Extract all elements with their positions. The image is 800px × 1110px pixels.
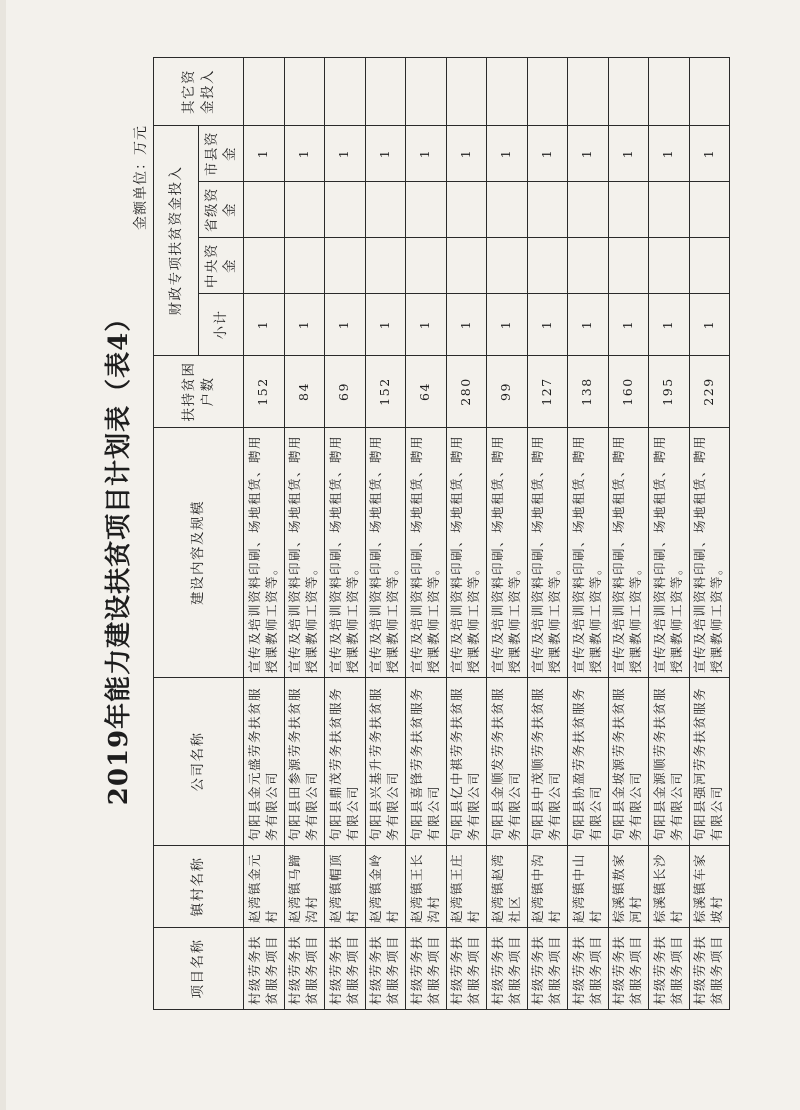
company-name-cell: 句阳县喜锋劳务扶贫服务有限公司 (406, 678, 447, 846)
document-title: 2019年能力建设扶贫项目计划表（表4） (104, 304, 134, 806)
central-funds-cell (608, 238, 649, 294)
provincial-funds-cell (284, 182, 325, 238)
project-name-cell: 村级劳务扶贫服务项目 (649, 928, 690, 1010)
city-funds-cell: 1 (527, 126, 568, 182)
provincial-funds-cell (325, 182, 366, 238)
company-name-cell: 句阳县田参源劳务扶贫服务有限公司 (284, 678, 325, 846)
central-funds-cell (284, 238, 325, 294)
header-subtotal: 小计 (199, 294, 244, 356)
subtotal-cell: 1 (608, 294, 649, 356)
project-name-cell: 村级劳务扶贫服务项目 (365, 928, 406, 1010)
header-project-name: 项目名称 (154, 928, 244, 1010)
city-funds-cell: 1 (568, 126, 609, 182)
content-scale-cell: 宣传及培训资料印刷、场地租赁、聘用授课教师工资等。 (284, 428, 325, 678)
project-name-cell: 村级劳务扶贫服务项目 (284, 928, 325, 1010)
provincial-funds-cell (365, 182, 406, 238)
header-company-name: 公司名称 (154, 678, 244, 846)
households-cell: 138 (568, 356, 609, 428)
subtotal-cell: 1 (689, 294, 730, 356)
village-name-cell: 赵湾镇中沟村 (527, 846, 568, 928)
central-funds-cell (406, 238, 447, 294)
company-name-cell: 句阳县金坡源劳务扶贫服务有限公司 (608, 678, 649, 846)
subtotal-cell: 1 (406, 294, 447, 356)
households-cell: 99 (487, 356, 528, 428)
other-funds-cell (649, 58, 690, 126)
village-name-cell: 棕溪镇长沙村 (649, 846, 690, 928)
table-row (446, 58, 487, 1010)
other-funds-cell (487, 58, 528, 126)
provincial-funds-cell (649, 182, 690, 238)
table-row (284, 58, 325, 1010)
subtotal-cell: 1 (325, 294, 366, 356)
city-funds-cell: 1 (244, 126, 285, 182)
provincial-funds-cell (568, 182, 609, 238)
village-name-cell: 棕溪镇敖家河村 (608, 846, 649, 928)
table-row (325, 58, 366, 1010)
header-provincial-funds: 省级资金 (199, 182, 244, 238)
village-name-cell: 赵湾镇马蹄沟村 (284, 846, 325, 928)
header-fund-group: 财政专项扶贫资金投入 (154, 126, 199, 356)
subtotal-cell: 1 (487, 294, 528, 356)
table-row (487, 58, 528, 1010)
table-row (406, 58, 447, 1010)
content-scale-cell: 宣传及培训资料印刷、场地租赁、聘用授课教师工资等。 (608, 428, 649, 678)
content-scale-cell: 宣传及培训资料印刷、场地租赁、聘用授课教师工资等。 (527, 428, 568, 678)
other-funds-cell (406, 58, 447, 126)
header-central-funds: 中央资金 (199, 238, 244, 294)
content-scale-cell: 宣传及培训资料印刷、场地租赁、聘用授课教师工资等。 (406, 428, 447, 678)
project-name-cell: 村级劳务扶贫服务项目 (406, 928, 447, 1010)
content-scale-cell: 宣传及培训资料印刷、场地租赁、聘用授课教师工资等。 (649, 428, 690, 678)
central-funds-cell (446, 238, 487, 294)
amount-unit-note: 金额单位：万元 (133, 125, 149, 230)
header-city-funds: 市县资金 (199, 126, 244, 182)
central-funds-cell (487, 238, 528, 294)
households-cell: 69 (325, 356, 366, 428)
project-name-cell: 村级劳务扶贫服务项目 (689, 928, 730, 1010)
households-cell: 84 (284, 356, 325, 428)
project-name-cell: 村级劳务扶贫服务项目 (325, 928, 366, 1010)
provincial-funds-cell (406, 182, 447, 238)
subtotal-cell: 1 (284, 294, 325, 356)
households-cell: 152 (365, 356, 406, 428)
city-funds-cell: 1 (487, 126, 528, 182)
central-funds-cell (649, 238, 690, 294)
city-funds-cell: 1 (365, 126, 406, 182)
content-scale-cell: 宣传及培训资料印刷、场地租赁、聘用授课教师工资等。 (487, 428, 528, 678)
project-name-cell: 村级劳务扶贫服务项目 (608, 928, 649, 1010)
city-funds-cell: 1 (406, 126, 447, 182)
header-households: 扶持贫困户数 (154, 356, 244, 428)
city-funds-cell: 1 (284, 126, 325, 182)
central-funds-cell (325, 238, 366, 294)
subtotal-cell: 1 (649, 294, 690, 356)
company-name-cell: 句阳县金源顺劳务扶贫服务有限公司 (649, 678, 690, 846)
content-scale-cell: 宣传及培训资料印刷、场地租赁、聘用授课教师工资等。 (568, 428, 609, 678)
other-funds-cell (608, 58, 649, 126)
subtotal-cell: 1 (568, 294, 609, 356)
village-name-cell: 赵湾镇赵湾社区 (487, 846, 528, 928)
table-row (649, 58, 690, 1010)
households-cell: 127 (527, 356, 568, 428)
header-village-name: 镇村名称 (154, 846, 244, 928)
table-body (244, 58, 730, 1010)
households-cell: 280 (446, 356, 487, 428)
city-funds-cell: 1 (689, 126, 730, 182)
provincial-funds-cell (689, 182, 730, 238)
provincial-funds-cell (244, 182, 285, 238)
provincial-funds-cell (527, 182, 568, 238)
households-cell: 160 (608, 356, 649, 428)
subtotal-cell: 1 (244, 294, 285, 356)
project-name-cell: 村级劳务扶贫服务项目 (244, 928, 285, 1010)
table-row (568, 58, 609, 1010)
provincial-funds-cell (446, 182, 487, 238)
households-cell: 152 (244, 356, 285, 428)
city-funds-cell: 1 (608, 126, 649, 182)
central-funds-cell (527, 238, 568, 294)
table-row (527, 58, 568, 1010)
central-funds-cell (244, 238, 285, 294)
other-funds-cell (689, 58, 730, 126)
company-name-cell: 句阳县金元盛劳务扶贫服务有限公司 (244, 678, 285, 846)
table-header-row (154, 58, 199, 1010)
table-row (244, 58, 285, 1010)
company-name-cell: 句阳县强河劳务扶贫服务有限公司 (689, 678, 730, 846)
project-plan-table (153, 57, 730, 1010)
content-scale-cell: 宣传及培训资料印刷、场地租赁、聘用授课教师工资等。 (446, 428, 487, 678)
village-name-cell: 赵湾镇中山村 (568, 846, 609, 928)
company-name-cell: 句阳县协盈劳务扶贫服务有限公司 (568, 678, 609, 846)
other-funds-cell (284, 58, 325, 126)
central-funds-cell (689, 238, 730, 294)
village-name-cell: 赵湾镇王长沟村 (406, 846, 447, 928)
subtotal-cell: 1 (527, 294, 568, 356)
table-row (365, 58, 406, 1010)
header-other-funds: 其它资金投入 (154, 58, 244, 126)
other-funds-cell (527, 58, 568, 126)
village-name-cell: 赵湾镇王庄村 (446, 846, 487, 928)
company-name-cell: 句阳县兴基升劳务扶贫服务有限公司 (365, 678, 406, 846)
other-funds-cell (365, 58, 406, 126)
village-name-cell: 赵湾镇金岭村 (365, 846, 406, 928)
village-name-cell: 赵湾镇帽顶村 (325, 846, 366, 928)
city-funds-cell: 1 (649, 126, 690, 182)
project-name-cell: 村级劳务扶贫服务项目 (487, 928, 528, 1010)
project-name-cell: 村级劳务扶贫服务项目 (568, 928, 609, 1010)
city-funds-cell: 1 (446, 126, 487, 182)
company-name-cell: 句阳县中茂顺劳务扶贫服务有限公司 (527, 678, 568, 846)
village-name-cell: 赵湾镇金元村 (244, 846, 285, 928)
households-cell: 64 (406, 356, 447, 428)
other-funds-cell (568, 58, 609, 126)
other-funds-cell (446, 58, 487, 126)
content-scale-cell: 宣传及培训资料印刷、场地租赁、聘用授课教师工资等。 (244, 428, 285, 678)
content-scale-cell: 宣传及培训资料印刷、场地租赁、聘用授课教师工资等。 (365, 428, 406, 678)
table-row (689, 58, 730, 1010)
provincial-funds-cell (608, 182, 649, 238)
subtotal-cell: 1 (365, 294, 406, 356)
content-scale-cell: 宣传及培训资料印刷、场地租赁、聘用授课教师工资等。 (689, 428, 730, 678)
project-name-cell: 村级劳务扶贫服务项目 (446, 928, 487, 1010)
company-name-cell: 句阳县金顺发劳务扶贫服务有限公司 (487, 678, 528, 846)
table-row (608, 58, 649, 1010)
content-scale-cell: 宣传及培训资料印刷、场地租赁、聘用授课教师工资等。 (325, 428, 366, 678)
page-edge-shadow (0, 0, 6, 1110)
company-name-cell: 句阳县鼎茂劳务扶贫服务有限公司 (325, 678, 366, 846)
central-funds-cell (568, 238, 609, 294)
subtotal-cell: 1 (446, 294, 487, 356)
central-funds-cell (365, 238, 406, 294)
households-cell: 229 (689, 356, 730, 428)
project-name-cell: 村级劳务扶贫服务项目 (527, 928, 568, 1010)
other-funds-cell (325, 58, 366, 126)
city-funds-cell: 1 (325, 126, 366, 182)
company-name-cell: 句阳县亿中祺劳务扶贫服务有限公司 (446, 678, 487, 846)
village-name-cell: 棕溪镇车家坡村 (689, 846, 730, 928)
header-content-scale: 建设内容及规模 (154, 428, 244, 678)
other-funds-cell (244, 58, 285, 126)
provincial-funds-cell (487, 182, 528, 238)
households-cell: 195 (649, 356, 690, 428)
